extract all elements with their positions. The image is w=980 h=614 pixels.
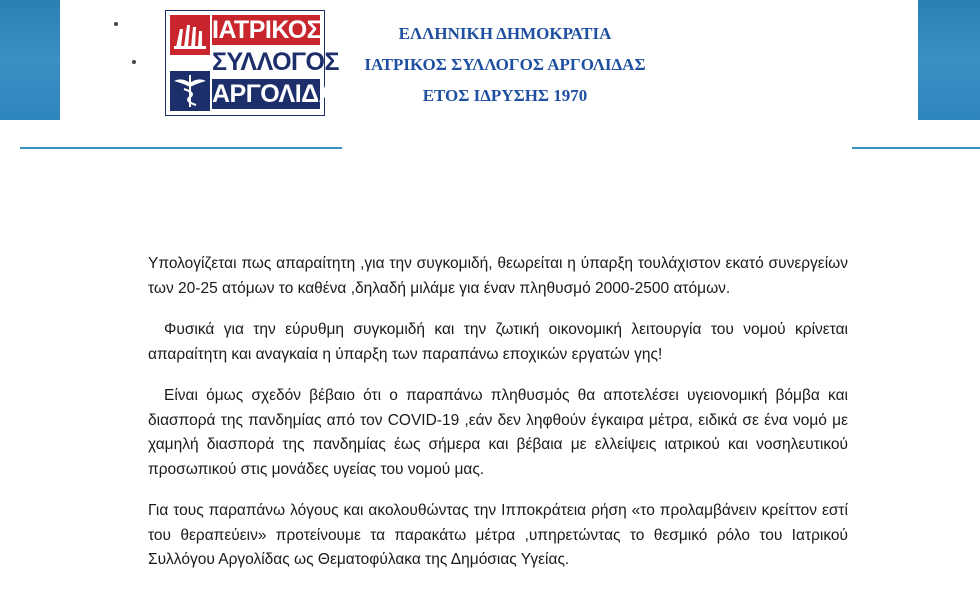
letterhead-line-republic: ΕΛΛΗΝΙΚΗ ΔΗΜΟΚΡΑΤΙΑ [398,24,612,43]
header-rule-left [20,147,342,149]
letterhead-line-founded: ΕΤΟΣ ΙΔΡΥΣΗΣ 1970 [422,86,588,105]
header-rule-right [852,147,980,149]
logo-word-1: ΙΑΤΡΙΚΟΣ [212,16,322,44]
letterhead-title-block [340,18,670,111]
association-logo [165,10,351,116]
body-paragraph: Υπολογίζεται πως απαραίτητη ,για την συγκομιδή, θεωρείται η ύπαρξη τουλάχιστον εκατό συνεργείων των 20-25 ατόμων το καθένα ,δηλαδή μιλάμε για έναν πληθυσμό 2000-2500 ατόμων. [148,255,848,297]
body-paragraph: Φυσικά για την εύρυθμη συγκομιδή και την ζωτική οικονομική λειτουργία του νομού κρίνεται απαραίτητη και αναγκαία η ύπαρξη των παραπάνω εποχικών εργατών γης! [148,321,848,363]
figures-emblem-icon [170,15,210,55]
logo-word-3: ΑΡΓΟΛΙΔΑΣ [212,80,351,108]
body-paragraph: Είναι όμως σχεδόν βέβαιο ότι ο παραπάνω πληθυσμός θα αποτελέσει υγειονομική βόμβα και διασπορά της πανδημίας από τον COVID-19 ,εάν δεν ληφθούν έγκαιρα μέτρα, ειδικά σε ένα νομό με χαμηλή διασπορά της πανδημίας έως σήμερα και βέβαια με ελλείψεις ιατρικού και νοσηλευτικού προσωπικού στις μονάδες υγείας του νομού μας. [148,387,848,478]
logo-word-2: ΣΥΛΛΟΓΟΣ [212,48,340,76]
logo-emblem-column [170,15,210,111]
caduceus-icon [170,71,210,111]
body-paragraph: Για τους παραπάνω λόγους και ακολουθώντας την Ιπποκράτεια ρήση «το προλαμβάνειν κρείττον εστί του θεραπεύειν» προτείνουμε τα παρακάτω μέτρα ,υπηρετώντας το θεσμικό ρόλο του Ιατρικού Συλλόγου Αργολίδας ως Θεματοφύλακα της Δημόσιας Υγείας. [148,502,848,568]
letter-body [148,252,848,590]
scan-speck [132,60,136,64]
right-binder-strip [918,0,980,120]
left-binder-strip [0,0,60,120]
scan-speck [114,22,118,26]
letterhead-line-association: ΙΑΤΡΙΚΟΣ ΣΥΛΛΟΓΟΣ ΑΡΓΟΛΙΔΑΣ [364,55,646,74]
